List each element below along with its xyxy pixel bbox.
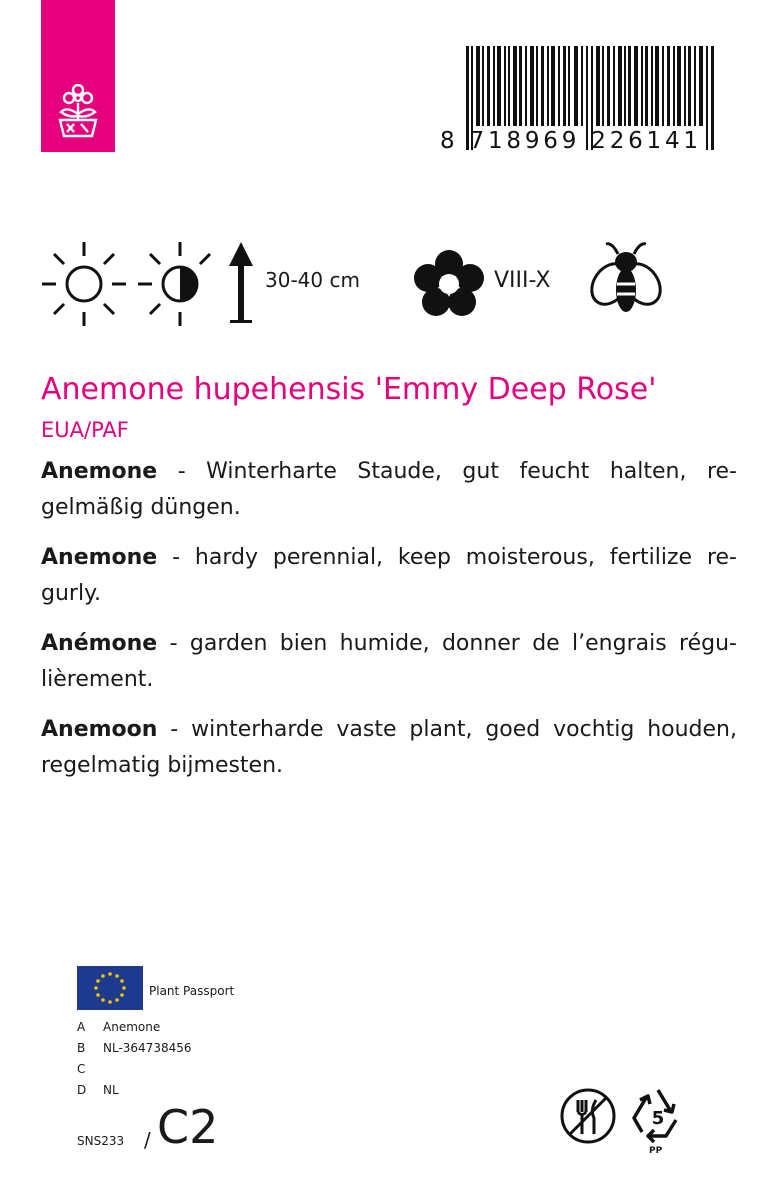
description-fr-name: Anémone bbox=[41, 631, 158, 656]
passport-value: NL-364738456 bbox=[103, 1041, 192, 1055]
passport-row-a bbox=[77, 1020, 160, 1034]
bloom-label: VIII-X bbox=[494, 268, 551, 293]
recycle-icon bbox=[628, 1084, 688, 1146]
description-de-name: Anemone bbox=[41, 459, 158, 484]
barcode-digits: 8 718969 226141 bbox=[440, 128, 702, 154]
partial-shade-icon bbox=[136, 240, 224, 328]
product-code: EUA/PAF bbox=[41, 418, 129, 442]
description-fr bbox=[41, 626, 737, 698]
passport-row-b bbox=[77, 1041, 192, 1055]
not-edible-icon bbox=[558, 1086, 618, 1146]
passport-row-c bbox=[77, 1062, 103, 1076]
flower-icon bbox=[414, 250, 484, 316]
product-title: Anemone hupehensis 'Emmy Deep Rose' bbox=[41, 372, 657, 407]
sns-code: SNS233 bbox=[77, 1134, 125, 1148]
brand-tab bbox=[41, 0, 115, 152]
height-label: 30-40 cm bbox=[265, 268, 360, 292]
passport-key: A bbox=[77, 1020, 86, 1034]
height-arrow-icon bbox=[226, 240, 256, 326]
description-nl-text: - winterharde vaste plant, goed vochtig houden, regelmatig bijmesten. bbox=[41, 717, 737, 778]
flower-pot-logo-icon bbox=[55, 84, 101, 140]
description-de-text: - Winterharte Staude, gut feucht halten, re-gelmäßig düngen. bbox=[41, 459, 737, 520]
class-code: C2 bbox=[157, 1100, 219, 1154]
recycle-material: PP bbox=[649, 1146, 663, 1156]
code-separator: / bbox=[144, 1128, 151, 1152]
description-nl bbox=[41, 712, 737, 784]
description-en-text: - hardy perennial, keep moisterous, fertilize re-gurly. bbox=[41, 545, 737, 606]
passport-key: C bbox=[77, 1062, 86, 1076]
passport-row-d bbox=[77, 1083, 119, 1097]
description-en-name: Anemone bbox=[41, 545, 158, 570]
bee-icon bbox=[588, 240, 664, 320]
passport-value: Anemone bbox=[103, 1020, 161, 1034]
passport-value: NL bbox=[103, 1083, 119, 1097]
recycle-number: 5 bbox=[651, 1108, 665, 1129]
eu-flag-icon bbox=[77, 966, 143, 1010]
description-nl-name: Anemoon bbox=[41, 717, 158, 742]
barcode bbox=[440, 46, 722, 156]
passport-key: B bbox=[77, 1041, 86, 1055]
description-fr-text: - garden bien humide, donner de l’engrais régu-lièrement. bbox=[41, 631, 737, 692]
passport-key: D bbox=[77, 1083, 87, 1097]
description-en bbox=[41, 540, 737, 612]
description-de bbox=[41, 454, 737, 526]
plant-passport-label: Plant Passport bbox=[149, 984, 235, 998]
full-sun-icon bbox=[40, 240, 128, 328]
eu-stars bbox=[77, 966, 143, 1010]
